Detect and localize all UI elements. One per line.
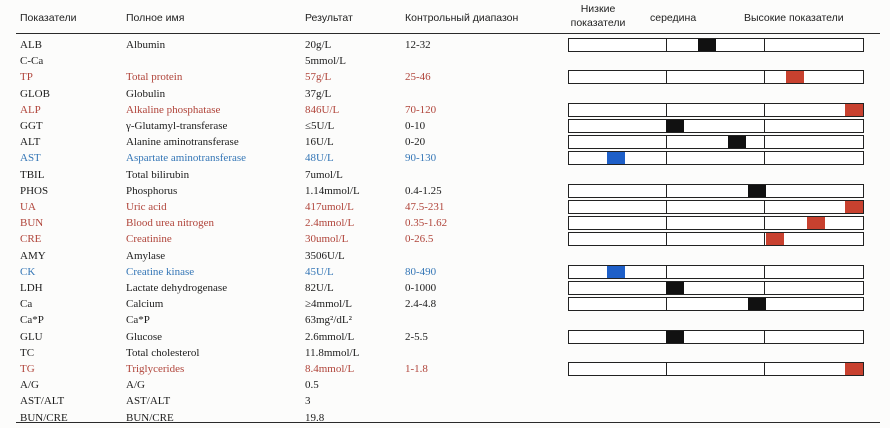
row-range: 0-20 <box>405 136 426 149</box>
range-divider <box>666 217 667 229</box>
row-range: 70-120 <box>405 103 437 116</box>
range-divider <box>666 136 667 148</box>
row-full-name: Alkaline phosphatase <box>126 103 221 116</box>
row-range: 80-490 <box>405 265 437 278</box>
table-row <box>0 231 890 247</box>
table-row <box>0 361 890 377</box>
row-code: CK <box>20 265 36 278</box>
header-rule <box>16 33 880 34</box>
header-reference-range: Контрольный диапазон <box>405 12 519 24</box>
row-full-name: Globulin <box>126 87 166 100</box>
row-code: AST/ALT <box>20 395 65 408</box>
row-result: 63mg²/dL² <box>305 314 352 327</box>
level-marker <box>845 363 863 375</box>
level-marker <box>748 185 766 197</box>
range-divider <box>666 363 667 375</box>
row-result: 3506U/L <box>305 249 345 262</box>
row-code: Ca <box>20 298 33 311</box>
table-row <box>0 53 890 69</box>
range-divider <box>764 136 765 148</box>
row-code: A/G <box>20 379 39 392</box>
row-full-name: Total cholesterol <box>126 346 200 359</box>
range-indicator-bar <box>568 119 864 133</box>
range-divider <box>666 39 667 51</box>
row-full-name: Amylase <box>126 249 166 262</box>
row-result: 37g/L <box>305 87 332 100</box>
range-divider <box>666 266 667 278</box>
range-indicator-bar <box>568 103 864 117</box>
row-full-name: Creatinine <box>126 233 172 246</box>
table-row <box>0 329 890 345</box>
range-divider <box>666 233 667 245</box>
table-row <box>0 167 890 183</box>
table-row <box>0 102 890 118</box>
row-code: GGT <box>20 120 43 132</box>
row-full-name: Glucose <box>126 330 163 343</box>
row-result: 82U/L <box>305 282 334 294</box>
row-result: 1.14mmol/L <box>305 184 360 197</box>
header-result: Результат <box>305 12 353 24</box>
row-result: 57g/L <box>305 71 332 84</box>
table-row <box>0 37 890 53</box>
table-row <box>0 296 890 312</box>
level-marker <box>807 217 825 229</box>
row-result: 8.4mmol/L <box>305 363 355 375</box>
row-code: LDH <box>20 282 43 294</box>
row-full-name: Uric acid <box>126 201 167 213</box>
row-range: 2-5.5 <box>405 330 428 343</box>
range-divider <box>666 71 667 83</box>
level-marker <box>607 152 625 164</box>
table-row <box>0 377 890 393</box>
row-range: 0-1000 <box>405 282 437 294</box>
row-full-name: Triglycerides <box>126 363 185 375</box>
range-divider <box>764 217 765 229</box>
range-divider <box>666 152 667 164</box>
level-marker <box>728 136 746 148</box>
range-indicator-bar <box>568 184 864 198</box>
header-code: Показатели <box>20 12 77 24</box>
row-full-name: Blood urea nitrogen <box>126 217 214 230</box>
row-result: 7umol/L <box>305 168 343 181</box>
row-full-name: Aspartate aminotransferase <box>126 152 247 165</box>
row-result: ≥4mmol/L <box>305 298 352 311</box>
range-indicator-bar <box>568 200 864 214</box>
row-full-name: Calcium <box>126 298 164 311</box>
range-indicator-bar <box>568 297 864 311</box>
header-low-line2: показатели <box>570 17 626 29</box>
row-full-name: γ-Glutamyl-transferase <box>126 120 228 132</box>
row-result: 16U/L <box>305 136 334 149</box>
row-range: 0-26.5 <box>405 233 434 246</box>
row-result: 30umol/L <box>305 233 349 246</box>
row-full-name: Alanine aminotransferase <box>126 136 239 149</box>
level-marker <box>698 39 716 51</box>
range-indicator-bar <box>568 281 864 295</box>
range-divider <box>764 39 765 51</box>
row-range: 12-32 <box>405 39 431 51</box>
table-row <box>0 86 890 102</box>
row-code: ALB <box>20 39 42 51</box>
table-row <box>0 134 890 150</box>
row-result: 3 <box>305 395 311 408</box>
row-code: PHOS <box>20 184 49 197</box>
row-range: 0.4-1.25 <box>405 184 442 197</box>
row-result: 846U/L <box>305 103 340 116</box>
row-full-name: Phosphorus <box>126 184 178 197</box>
row-code: GLU <box>20 330 43 343</box>
range-indicator-bar <box>568 362 864 376</box>
row-full-name: Albumin <box>126 39 166 51</box>
row-full-name: Lactate dehydrogenase <box>126 282 228 294</box>
table-row <box>0 345 890 361</box>
row-code: BUN/CRE <box>20 411 68 424</box>
level-marker <box>748 298 766 310</box>
range-divider <box>764 282 765 294</box>
row-full-name: Creatine kinase <box>126 265 195 278</box>
table-row <box>0 118 890 134</box>
range-divider <box>764 233 765 245</box>
row-result: ≤5U/L <box>305 120 335 132</box>
level-marker <box>607 266 625 278</box>
range-divider <box>764 363 765 375</box>
range-indicator-bar <box>568 232 864 246</box>
row-result: 417umol/L <box>305 201 354 213</box>
row-full-name: Total protein <box>126 71 183 84</box>
range-indicator-bar <box>568 70 864 84</box>
level-marker <box>766 233 784 245</box>
row-full-name: Total bilirubin <box>126 168 190 181</box>
row-range: 0.35-1.62 <box>405 217 448 230</box>
row-range: 2.4-4.8 <box>405 298 437 311</box>
table-row <box>0 183 890 199</box>
range-indicator-bar <box>568 38 864 52</box>
row-result: 2.4mmol/L <box>305 217 355 230</box>
range-divider <box>764 152 765 164</box>
row-full-name: A/G <box>126 379 145 392</box>
row-full-name: AST/ALT <box>126 395 171 408</box>
row-result: 45U/L <box>305 265 334 278</box>
table-row <box>0 410 890 426</box>
level-marker <box>845 104 863 116</box>
row-code: AMY <box>20 249 46 262</box>
table-row <box>0 69 890 85</box>
table-row <box>0 312 890 328</box>
header-middle: середина <box>650 12 697 24</box>
range-divider <box>764 201 765 213</box>
row-code: ALT <box>20 136 41 149</box>
table-header <box>0 0 890 34</box>
row-code: TC <box>20 346 35 359</box>
range-indicator-bar <box>568 265 864 279</box>
range-divider <box>764 331 765 343</box>
level-marker <box>786 71 804 83</box>
row-code: TG <box>20 363 35 375</box>
table-row <box>0 280 890 296</box>
range-divider <box>666 185 667 197</box>
row-code: C-Ca <box>20 55 44 68</box>
range-indicator-bar <box>568 151 864 165</box>
row-code: UA <box>20 201 36 213</box>
row-range: 25-46 <box>405 71 431 84</box>
level-marker <box>845 201 863 213</box>
row-code: TBIL <box>20 168 45 181</box>
range-divider <box>666 104 667 116</box>
row-code: TP <box>20 71 33 84</box>
table-row <box>0 264 890 280</box>
range-indicator-bar <box>568 330 864 344</box>
range-indicator-bar <box>568 135 864 149</box>
row-range: 0-10 <box>405 120 426 132</box>
row-result: 48U/L <box>305 152 334 165</box>
row-full-name: Ca*P <box>126 314 150 327</box>
table-row <box>0 150 890 166</box>
row-result: 5mmol/L <box>305 55 346 68</box>
range-divider <box>666 201 667 213</box>
row-range: 47.5-231 <box>405 201 445 213</box>
row-code: CRE <box>20 233 42 246</box>
header-low-line1: Низкие <box>580 3 616 15</box>
row-range: 90-130 <box>405 152 437 165</box>
row-result: 2.6mmol/L <box>305 330 355 343</box>
row-result: 0.5 <box>305 379 319 392</box>
range-divider <box>764 266 765 278</box>
row-code: ALP <box>20 103 41 116</box>
range-divider <box>764 104 765 116</box>
range-divider <box>666 298 667 310</box>
table-row <box>0 393 890 409</box>
table-row <box>0 248 890 264</box>
row-result: 20g/L <box>305 39 332 51</box>
range-indicator-bar <box>568 216 864 230</box>
level-marker <box>666 331 684 343</box>
row-result: 11.8mmol/L <box>305 346 360 359</box>
header-high: Высокие показатели <box>744 12 844 24</box>
level-marker <box>666 120 684 132</box>
row-code: GLOB <box>20 87 50 100</box>
range-divider <box>764 120 765 132</box>
header-low <box>566 2 630 30</box>
range-divider <box>764 71 765 83</box>
table-row <box>0 199 890 215</box>
row-code: AST <box>20 152 41 165</box>
bottom-rule <box>16 422 880 423</box>
row-full-name: BUN/CRE <box>126 411 174 424</box>
row-code: BUN <box>20 217 44 230</box>
table-row <box>0 215 890 231</box>
row-range: 1-1.8 <box>405 363 428 375</box>
level-marker <box>666 282 684 294</box>
header-full-name: Полное имя <box>126 12 185 24</box>
row-result: 19.8 <box>305 411 325 424</box>
row-code: Ca*P <box>20 314 44 327</box>
